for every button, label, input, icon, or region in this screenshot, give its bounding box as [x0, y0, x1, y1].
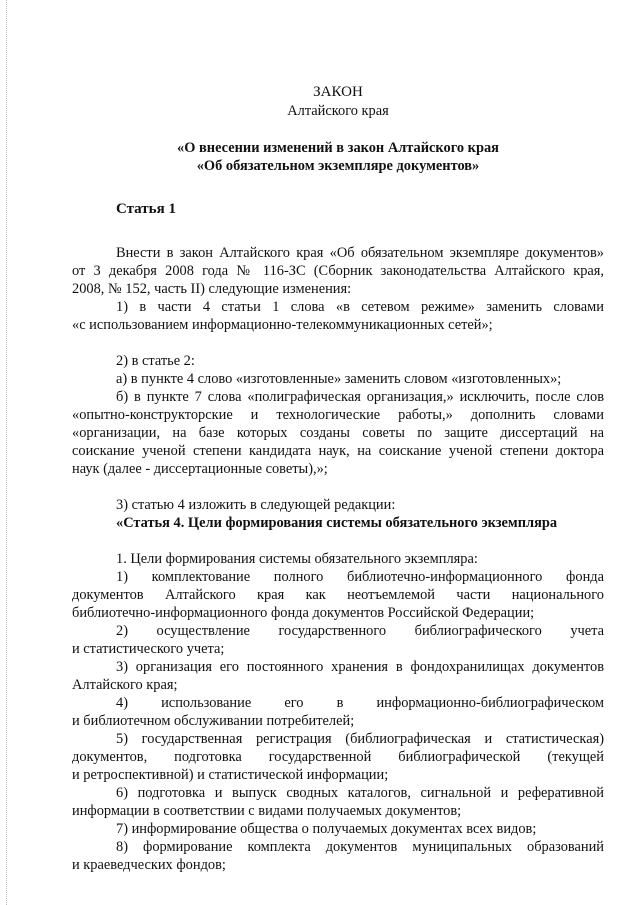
- document-body: [72, 83, 604, 874]
- art4-g8-l2: и краеведческих фондов;: [72, 857, 226, 873]
- article1-heading: Статья 1: [116, 201, 176, 217]
- item2b-l2: «опытно-конструкторские и технологические работы,» дополнить словами: [72, 407, 604, 423]
- art4-g5-l2: документов, подготовка государственной библиографической (текущей: [72, 749, 604, 765]
- doc-title-line2: «Об обязательном экземпляре документов»: [196, 158, 480, 174]
- item1-l1: 1) в части 4 статьи 1 слова «в сетевом режиме» заменить словами: [116, 299, 604, 315]
- art4-g2-l2: и статистического учета;: [72, 641, 225, 657]
- item2b-l5: наук (далее - диссертационные советы),»;: [72, 461, 328, 477]
- item2-head: 2) в статье 2:: [116, 353, 195, 369]
- art4-g1-l1: 1) комплектование полного библиотечно-информационного фонда: [116, 569, 604, 585]
- art4-g5-l1: 5) государственная регистрация (библиографическая и статистическая): [116, 731, 604, 747]
- item2a: а) в пункте 4 слово «изготовленные» заменить словом «изготовленных»;: [116, 371, 562, 387]
- art4-g8-l1: 8) формирование комплекта документов муниципальных образований: [116, 839, 604, 855]
- art4-p1-head: 1. Цели формирования системы обязательного экземпляра:: [116, 551, 478, 567]
- item2b-l3: «организации, на базе которых созданы советы по защите диссертаций на: [72, 425, 604, 441]
- art4-g2-l1: 2) осуществление государственного библиографического учета: [116, 623, 604, 639]
- art4-g7: 7) информирование общества о получаемых документах всех видов;: [116, 821, 537, 837]
- art4-g4-l2: и библиотечном обслуживании потребителей;: [72, 713, 355, 729]
- art4-g5-l3: и ретроспективной) и статистической информации;: [72, 767, 389, 783]
- doc-region: Алтайского края: [287, 103, 389, 119]
- item3-head: 3) статью 4 изложить в следующей редакции:: [116, 497, 396, 513]
- doc-title-line1: «О внесении изменений в закон Алтайского края: [177, 140, 499, 156]
- article1-intro-l2: от 3 декабря 2008 года № 116-ЗС (Сборник законодательства Алтайского края,: [72, 263, 604, 279]
- art4-g3-l2: Алтайского края;: [72, 677, 178, 693]
- art4-g1-l3: библиотечно-информационного фонда документов Российской Федерации;: [72, 605, 535, 621]
- art4-g3-l1: 3) организация его постоянного хранения в фондохранилищах документов: [116, 659, 604, 675]
- art4-g1-l2: документов Алтайского края как неотъемлемой части национального: [72, 587, 604, 603]
- item1-l2: «с использованием информационно-телекоммуникационных сетей»;: [72, 317, 493, 333]
- scan-edge-mark: [6, 0, 7, 905]
- art4-g6-l1: 6) подготовка и выпуск сводных каталогов, сигнальной и реферативной: [116, 785, 604, 801]
- art4-g6-l2: информации в соответствии с видами получаемых документов;: [72, 803, 462, 819]
- item2b-l1: б) в пункте 7 слова «полиграфическая организация,» исключить, после слов: [116, 389, 604, 405]
- item2b-l4: соискание ученой степени кандидата наук, на соискание ученой степени доктора: [72, 443, 604, 459]
- art4-g4-l1: 4) использование его в информационно-библиографическом: [116, 695, 604, 711]
- item3-article-title: «Статья 4. Цели формирования системы обязательного экземпляра: [116, 515, 558, 531]
- article1-intro-l3: 2008, № 152, часть II) следующие изменения:: [72, 281, 352, 297]
- doc-type: ЗАКОН: [313, 84, 363, 100]
- article1-intro-l1: Внести в закон Алтайского края «Об обязательном экземпляре документов»: [116, 245, 604, 261]
